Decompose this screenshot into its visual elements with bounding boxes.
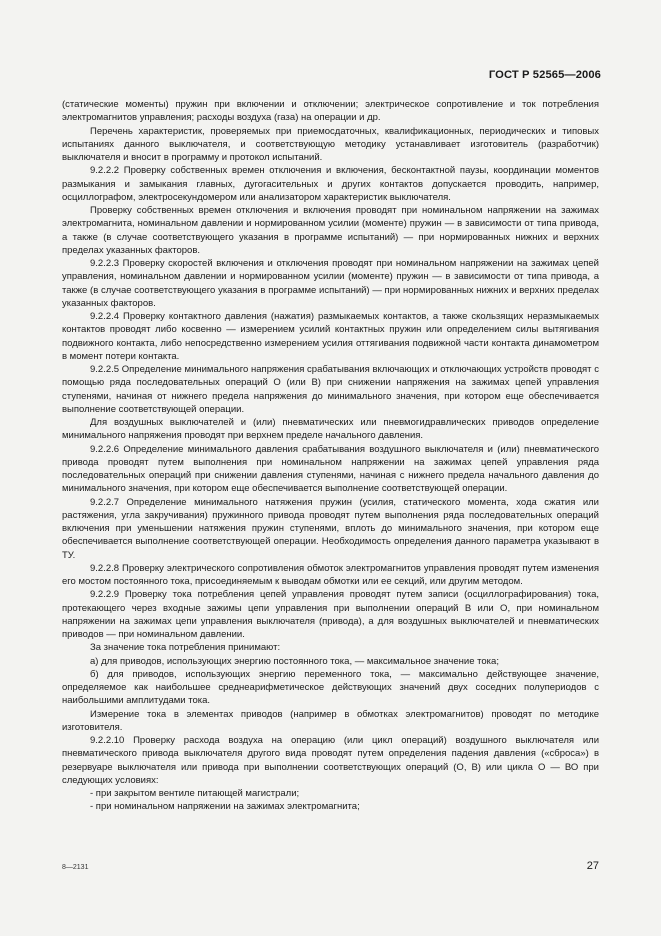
- paragraph: б) для приводов, использующих энергию переменного тока, — максимально действующее значение, определяемое как наибольшее среднеарифметическое действующих значений двух соседних полупериодов с наибольшими амплитудами тока.: [62, 668, 599, 707]
- paragraph: 9.2.2.10 Проверку расхода воздуха на операцию (или цикл операций) воздушного выключателя или пневматического привода выключателя другого вида проводят путем определения падения давления («сброса») в резервуаре выключателя или привода при выполнении соответствующих операций (О, В) или цикла О — ВО при следующих условиях:: [62, 735, 599, 786]
- page-number: 27: [586, 860, 599, 872]
- paragraph: Для воздушных выключателей и (или) пневматических или пневмогидравлических приводов определение минимального напряжения проводят при верхнем пределе начального давления.: [62, 417, 599, 442]
- paragraph: Проверку собственных времен отключения и включения проводят при номинальном напряжении на зажимах электромагнита, номинальном давлении и нормированном усилии (моменте) пружин — в зависимости от типа привода, а также (в случае соответствующего указания в программе испытаний) — при нормированных нижних и верхних пределах указанных факторов.: [62, 205, 599, 256]
- print-code: 8—2131: [62, 864, 89, 871]
- paragraph: а) для приводов, использующих энергию постоянного тока, — максимальное значение тока;: [90, 655, 499, 667]
- paragraph: 9.2.2.9 Проверку тока потребления цепей управления проводят путем записи (осциллографирования) тока, протекающего через входные зажимы цепи управления при выполнении операций В или О, при номинальном напряжении на зажимах цепи управления выключателя (привода), а для воздушных выключателей и пневматических приводов — при номинальном давлении.: [62, 589, 599, 640]
- paragraph: - при закрытом вентиле питающей магистрали;: [90, 788, 300, 799]
- paragraph: 9.2.2.6 Определение минимального давления срабатывания воздушного выключателя и (или) пневматического привода проводят путем выполнения при номинальном напряжении на зажимах цепей управления ряда последовательных операций при снижении давления ступенями, начиная с нижнего предела начального давления до минимального значения, при котором еще обеспечивается выполнение соответствующей операции.: [62, 443, 599, 495]
- paragraph: Измерение тока в элементах приводов (например в обмотках электромагнитов) проводят по методике изготовителя.: [62, 708, 599, 733]
- paragraph: 9.2.2.5 Определение минимального напряжения срабатывания включающих и отключающих устройств проводят с помощью ряда последовательных операций О (или В) при снижении напряжения на зажимах цепей управления ступенями, начиная от нижнего предела напряжения до минимального значения, при котором еще обеспечивается выполнение соответствующей операции.: [62, 364, 599, 415]
- paragraph: (статические моменты) пружин при включении и отключении; электрическое сопротивление и ток потребления электромагнитов управления; расходы воздуха (газа) на операции и др.: [62, 99, 599, 124]
- paragraph: - при номинальном напряжении на зажимах электромагнита;: [90, 801, 360, 813]
- paragraph: За значение тока потребления принимают:: [90, 642, 281, 654]
- paragraph: 9.2.2.3 Проверку скоростей включения и отключения проводят при номинальном напряжении на зажимах цепей управления, номинальном давлении и нормированном усилии (моменте) пружин — в зависимости от типа привода, а также (в случае соответствующего указания в программе испытаний) — при нормированных нижних и верхних пределах указанных факторов.: [62, 258, 599, 309]
- document-body: [62, 98, 599, 814]
- standard-header: ГОСТ Р 52565—2006: [488, 69, 601, 81]
- paragraph: 9.2.2.8 Проверку электрического сопротивления обмоток электромагнитов управления проводят путем изменения его мостом постоянного тока, присоединяемым к выводам обмотки или ее секций, или другим методом.: [62, 562, 599, 587]
- paragraph: Перечень характеристик, проверяемых при приемосдаточных, квалификационных, периодических и типовых испытаниях данного выключателя, и соответствующую методику устанавливает изготовитель (разработчик) выключателя и вносит в программу и протокол испытаний.: [62, 125, 599, 163]
- paragraph: 9.2.2.4 Проверку контактного давления (нажатия) размыкаемых контактов, а также скользящих неразмыкаемых контактов проводят либо косвенно — измерением усилий контактных пружин или определением силы вытягивания подвижного контакта, либо непосредственно измерением усилия оттягивания подвижной части контакта динамометром в момент потери контакта.: [62, 311, 599, 362]
- paragraph: 9.2.2.7 Определение минимального натяжения пружин (усилия, статического момента, хода сжатия или растяжения, угла закручивания) пружинного привода проводят путем выполнения ряда последовательных операций включения при уменьшении натяжения пружин ступенями, вплоть до минимального значения, при котором еще обеспечивается выполнение соответствующей операции. Необходимость определения данного параметра указывают в ТУ.: [62, 496, 599, 561]
- paragraph: 9.2.2.2 Проверку собственных времен отключения и включения, бесконтактной паузы, координации моментов размыкания и замыкания главных, дугогасительных и других контактов допускается проводить, например, осциллографом, электросекундомером или анализатором характеристик выключателя.: [62, 165, 599, 203]
